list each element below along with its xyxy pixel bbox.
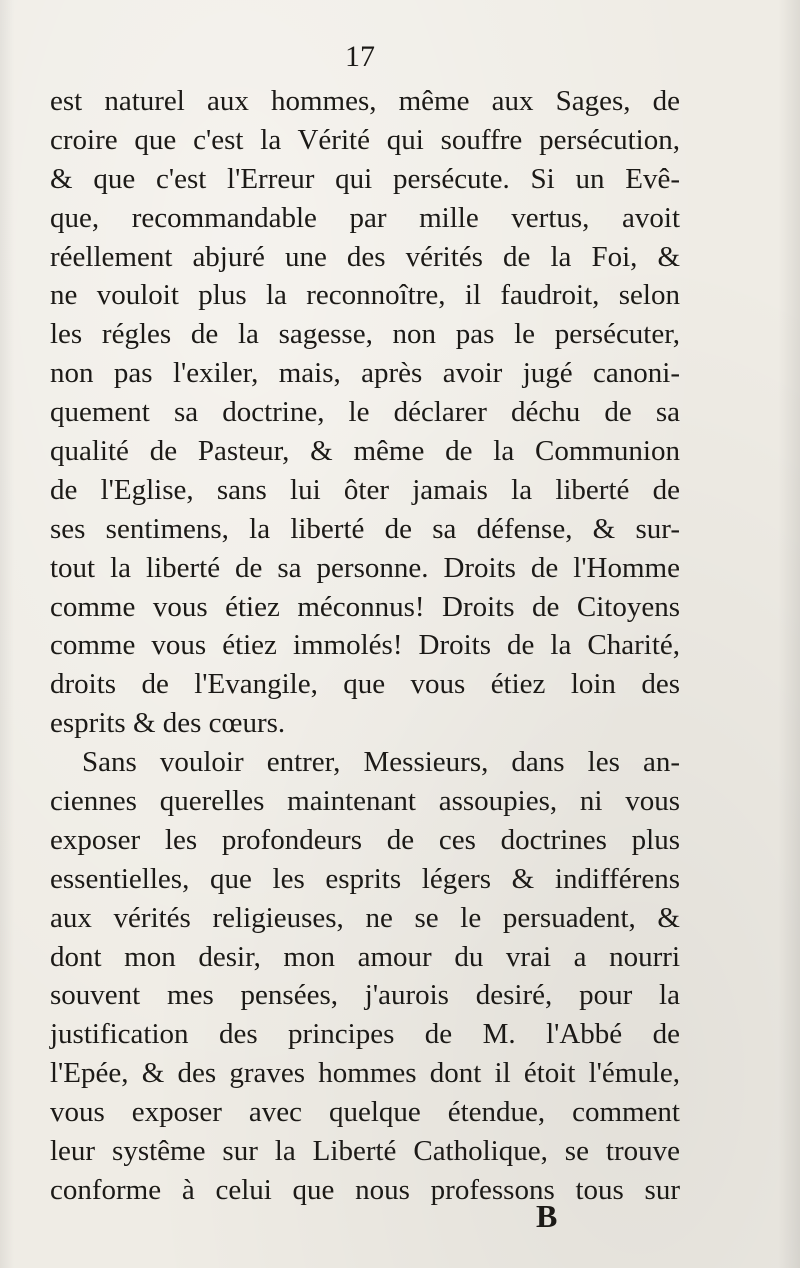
text-line: droits de l'Evangile, que vous étiez loin des [50, 668, 680, 701]
text-line: exposer les profondeurs de ces doctrines plus [50, 823, 680, 856]
page-right-edge [778, 0, 800, 1268]
text-line: ciennes querelles maintenant assoupies, ni vous [50, 785, 680, 818]
text-line: tout la liberté de sa personne. Droits de l'Homme [50, 551, 680, 584]
text-line: essentielles, que les esprits légers & indifférens [50, 862, 680, 895]
text-line: & que c'est l'Erreur qui persécute. Si un Evê- [50, 162, 680, 195]
text-line: est naturel aux hommes, même aux Sages, de [50, 85, 680, 117]
page-left-edge [0, 0, 14, 1268]
text-line: les régles de la sagesse, non pas le persécuter, [50, 318, 680, 351]
signature-mark: B [536, 1198, 558, 1234]
text-line: quement sa doctrine, le déclarer déchu de sa [50, 396, 680, 429]
text-line: dont mon desir, mon amour du vrai a nourri [50, 940, 680, 973]
text-line: ses sentimens, la liberté de sa défense, & sur- [50, 512, 680, 545]
text-line: l'Epée, & des graves hommes dont il étoit l'émule, [50, 1057, 680, 1090]
text-line: justification des principes de M. l'Abbé de [50, 1018, 680, 1051]
text-line: souvent mes pensées, j'aurois desiré, pour la [50, 979, 680, 1012]
text-line: non pas l'exiler, mais, après avoir jugé canoni- [50, 357, 680, 390]
text-line: réellement abjuré une des vérités de la Foi, & [50, 240, 680, 273]
text-line: que, recommandable par mille vertus, avoit [50, 201, 680, 234]
text-line: de l'Eglise, sans lui ôter jamais la liberté de [50, 473, 680, 506]
page-number: 17 [345, 40, 375, 73]
text-line: ne vouloit plus la reconnoître, il faudroit, selon [50, 279, 680, 312]
text-line: vous exposer avec quelque étendue, comment [50, 1096, 680, 1129]
text-line: esprits & des cœurs. [50, 707, 286, 740]
text-line: aux vérités religieuses, ne se le persuadent, & [50, 901, 680, 934]
body-text [50, 82, 680, 1210]
text-line: conforme à celui que nous professons tous sur [50, 1173, 680, 1206]
text-line: comme vous étiez méconnus! Droits de Citoyens [50, 590, 680, 623]
text-line: comme vous étiez immolés! Droits de la Charité, [50, 629, 680, 662]
text-line: qualité de Pasteur, & même de la Communion [50, 435, 680, 468]
paragraph-start-line: Sans vouloir entrer, Messieurs, dans les an- [82, 746, 680, 779]
text-line: leur systême sur la Liberté Catholique, se trouve [50, 1135, 680, 1168]
text-line: croire que c'est la Vérité qui souffre persécution, [50, 123, 680, 156]
